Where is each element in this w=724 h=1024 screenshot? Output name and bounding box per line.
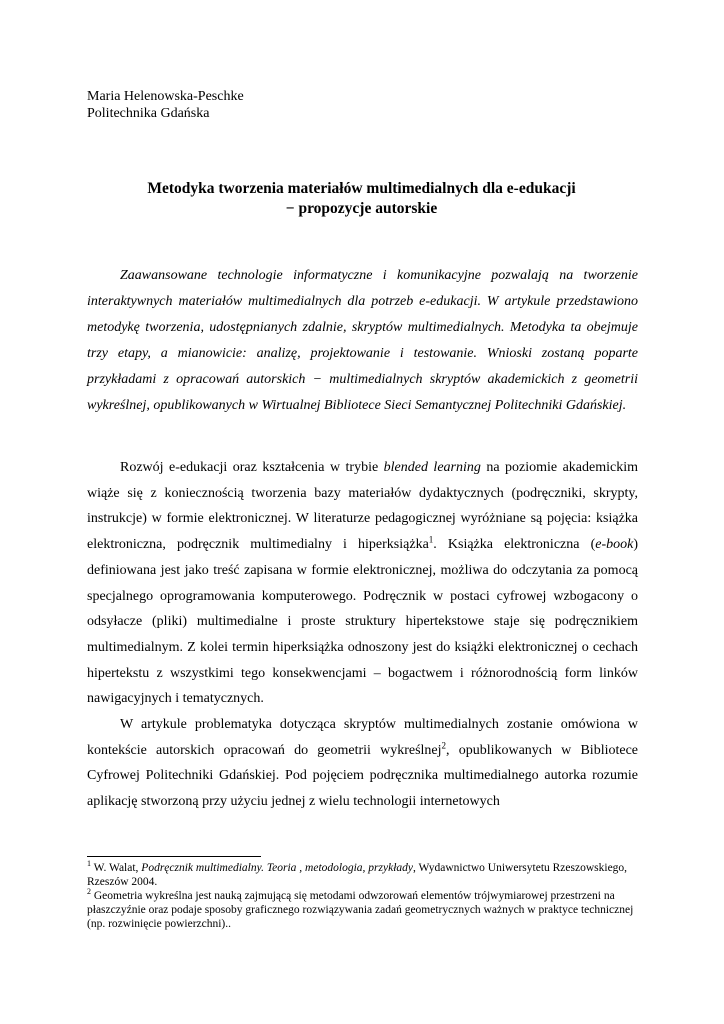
paragraph-text: . Książka elektroniczna ( [433, 537, 596, 553]
footnote-mark: 1 [87, 859, 91, 869]
footnote-mark: 2 [87, 887, 91, 897]
paragraph-text: na poziomie akademickim wiąże się z koniecznością tworzenia bazy materiałów dydaktycznych (podręczniki, skrypty, instrukcje) w formie elektronicznej. W literaturze pedagogicznej wyróżniane są pojęcia: książka elektroniczna, podręcznik multimedialny i hiperksiążka [87, 460, 638, 553]
footnote-1 [87, 861, 638, 889]
body-paragraph-1 [87, 455, 638, 712]
paragraph-text: W artykule problematyka dotycząca skryptów multimedialnych zostanie omówiona w kontekście autorskich opracowań do geometrii wykreślnej [87, 717, 638, 758]
paragraph-emphasis: blended learning [383, 460, 481, 475]
footnote-text: , Wydawnictwo Uniwersytetu Rzeszowskiego, Rzeszów 2004. [87, 862, 628, 888]
title-line-2: − propozycje autorskie [285, 200, 438, 217]
paragraph-emphasis: e-book [595, 537, 634, 553]
footnotes [87, 861, 638, 931]
paragraph-text: , opublikowanych w Bibliotece Cyfrowej Politechniki Gdańskiej. Pod pojęciem podręcznika multimedialnego autorka rozumie aplikację stworzoną przy użyciu jednej z wielu technologii internetowych [87, 742, 639, 810]
title-line-1: Metodyka tworzenia materiałów multimedialnych dla e-edukacji [147, 180, 576, 197]
paper-title [87, 179, 636, 219]
footnote-text: Geometria wykreślna jest nauką zajmującą się metodami odwzorowań elementów trójwymiarowej przestrzeni na płaszczyźnie oraz podaje sposoby graficznego rozwiązywania zadań geometrycznych ważnych w praktyce technicznej (np. rozwinięcie powierzchni).. [87, 890, 634, 930]
footnote-reference-1[interactable]: 1 [428, 534, 434, 545]
paragraph-text: Rozwój e-edukacji oraz kształcenia w trybie [120, 460, 384, 475]
body-text [87, 455, 638, 815]
footnote-reference-2[interactable]: 2 [441, 740, 447, 751]
paragraph-text: ) definiowana jest jako treść zapisana w formie elektronicznej, możliwa do odczytania za pomocą specjalnego oprogramowania komputerowego. Podręcznik w postaci cyfrowej wzbogacony o odsyłacze (pliki) multimedialne i proste struktury hipertekstowe staje się podręcznikiem multimedialnym. Z kolei termin hiperksiążka odnoszony jest do książki elektronicznej o cechach hipertekstu z wszystkimi tego konsekwencjami – bogactwem i różnorodnością form linków nawigacyjnych i tematycznych. [87, 537, 638, 707]
author-affiliation: Politechnika Gdańska [87, 106, 210, 121]
abstract: Zaawansowane technologie informatyczne i komunikacyjne pozwalają na tworzenie interaktywnych materiałów multimedialnych dla potrzeb e-edukacji. W artykule przedstawiono metodykę tworzenia, udostępnianych zdalnie, skryptów multimedialnych. Metodyka ta obejmuje trzy etapy, a mianowicie: analizę, projektowanie i testowanie. Wnioski zostaną poparte przykładami z opracowań autorskich − multimedialnych skryptów akademickich z geometrii wykreślnej, opublikowanych w Wirtualnej Bibliotece Sieci Semantycznej Politechniki Gdańskiej. [87, 268, 638, 413]
footnote-separator [87, 856, 261, 857]
footnote-2 [87, 889, 638, 931]
footnote-text: W. Walat, [91, 862, 142, 874]
author-name: Maria Helenowska-Peschke [87, 89, 244, 104]
body-paragraph-2 [87, 712, 638, 815]
author-block [87, 88, 244, 122]
footnote-emphasis: Podręcznik multimedialny. Teoria , metodologia, przykłady [141, 862, 414, 874]
